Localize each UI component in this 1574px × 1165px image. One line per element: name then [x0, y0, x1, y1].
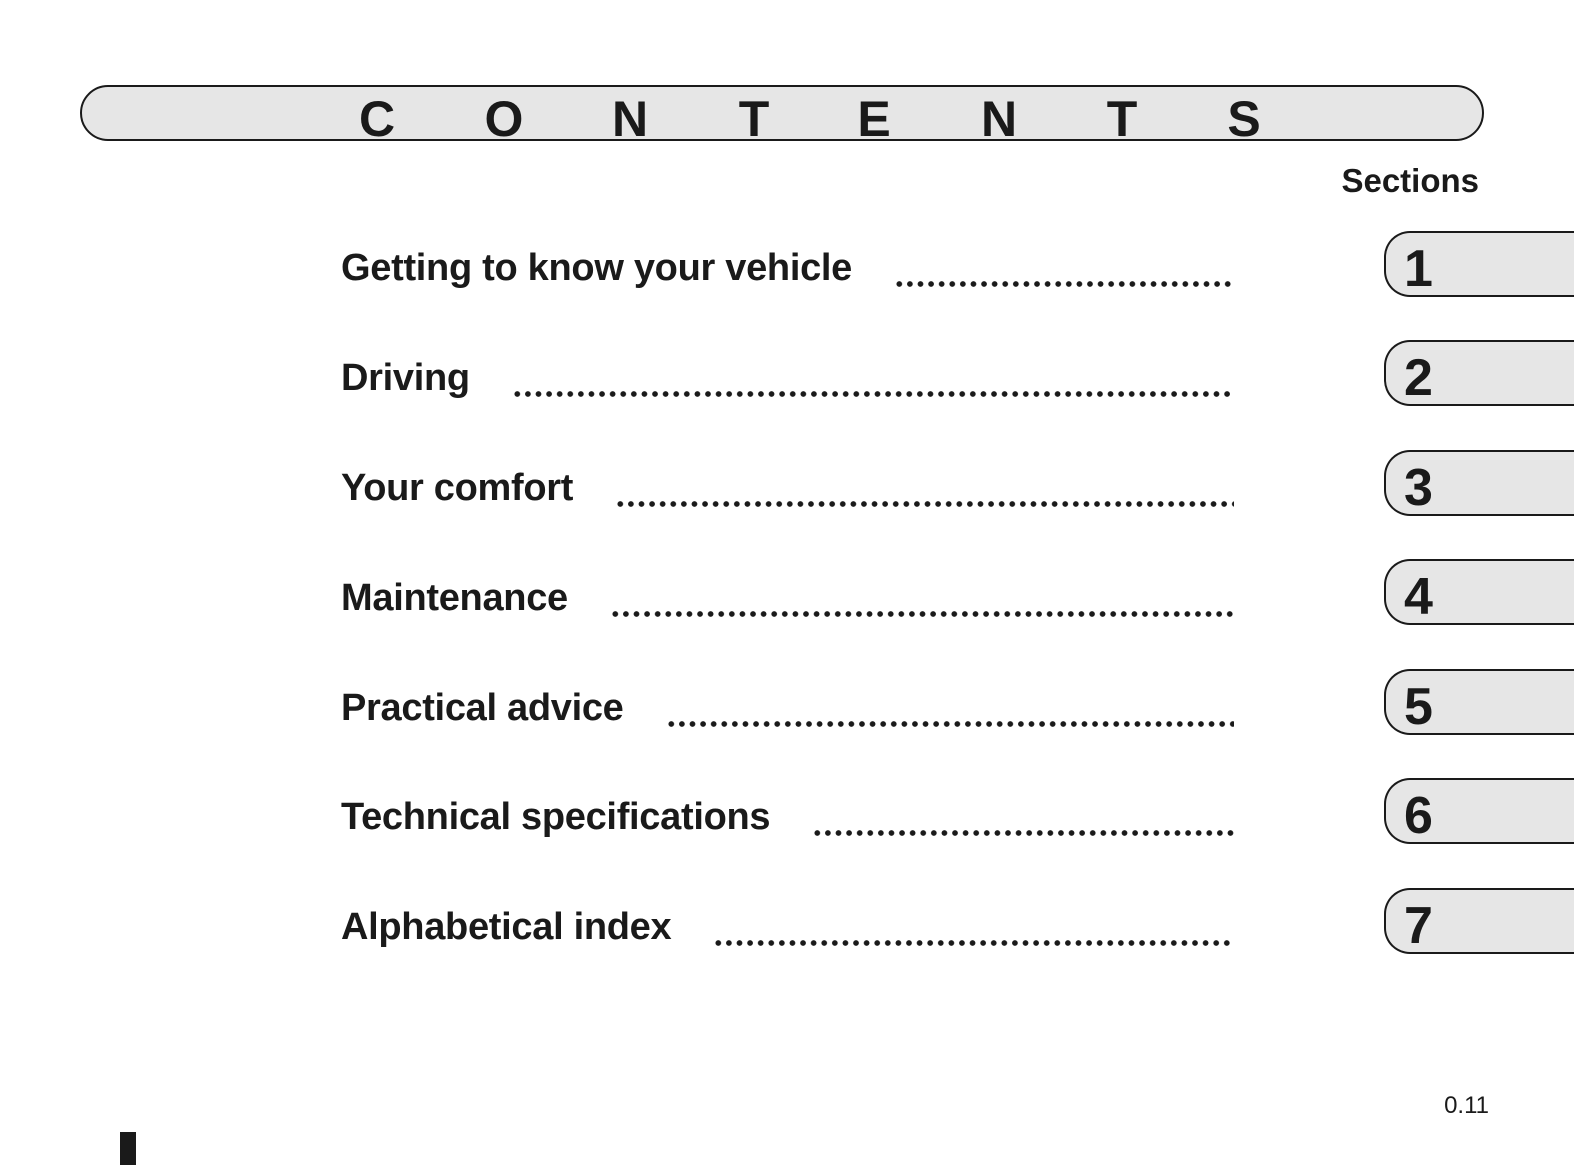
page-number: 0.11	[1444, 1092, 1489, 1119]
title-letter: N	[980, 91, 1018, 147]
section-tab-number: 3	[1404, 459, 1433, 517]
toc-entry-label: Getting to know your vehicle	[341, 247, 853, 289]
toc-leader-dots	[615, 501, 1234, 507]
title-letter: O	[484, 91, 524, 147]
section-tab-3[interactable]	[1384, 450, 1574, 516]
toc-entry-label: Practical advice	[341, 687, 624, 729]
toc-leader-dots	[610, 611, 1234, 617]
toc-leader-dots	[512, 391, 1234, 397]
section-tab-number: 6	[1404, 787, 1433, 845]
toc-leader-dots	[666, 721, 1234, 727]
toc-leader-dots	[713, 940, 1234, 946]
toc-entry-label: Driving	[341, 357, 470, 399]
section-tab-number: 4	[1404, 568, 1433, 626]
toc-entry-your-comfort[interactable]	[341, 467, 1234, 517]
toc-entry-label: Alphabetical index	[341, 906, 672, 948]
toc-leader-dots	[894, 281, 1234, 287]
section-tab-number: 7	[1404, 897, 1433, 955]
section-tab-1[interactable]	[1384, 231, 1574, 297]
toc-entry-alphabetical-index[interactable]	[341, 906, 1234, 956]
title-letter: S	[1227, 91, 1261, 147]
section-tab-2[interactable]	[1384, 340, 1574, 406]
contents-title-bar	[80, 85, 1484, 147]
section-tab-4[interactable]	[1384, 559, 1574, 625]
title-letter: C	[358, 91, 396, 147]
title-letter: T	[1106, 91, 1138, 147]
toc-entry-label: Technical specifications	[341, 796, 771, 838]
sections-label: Sections	[1341, 162, 1479, 199]
section-tab-number: 1	[1404, 240, 1433, 298]
section-tab-6[interactable]	[1384, 778, 1574, 844]
toc-entry-driving[interactable]	[341, 357, 1234, 407]
section-tab-number: 2	[1404, 349, 1433, 407]
toc-entry-technical-specifications[interactable]	[341, 796, 1234, 846]
toc-entry-getting-to-know[interactable]	[341, 247, 1234, 297]
title-letter: N	[611, 91, 649, 147]
toc-entry-label: Your comfort	[341, 467, 574, 509]
section-tab-number: 5	[1404, 678, 1433, 736]
toc-leader-dots	[812, 830, 1234, 836]
title-letter: E	[857, 91, 891, 147]
section-tab-5[interactable]	[1384, 669, 1574, 735]
section-tab-7[interactable]	[1384, 888, 1574, 954]
toc-entry-label: Maintenance	[341, 577, 568, 619]
title-letter: T	[738, 91, 770, 147]
corner-crop-mark	[120, 1132, 136, 1165]
toc-entry-maintenance[interactable]	[341, 577, 1234, 627]
toc-entry-practical-advice[interactable]	[341, 687, 1234, 737]
